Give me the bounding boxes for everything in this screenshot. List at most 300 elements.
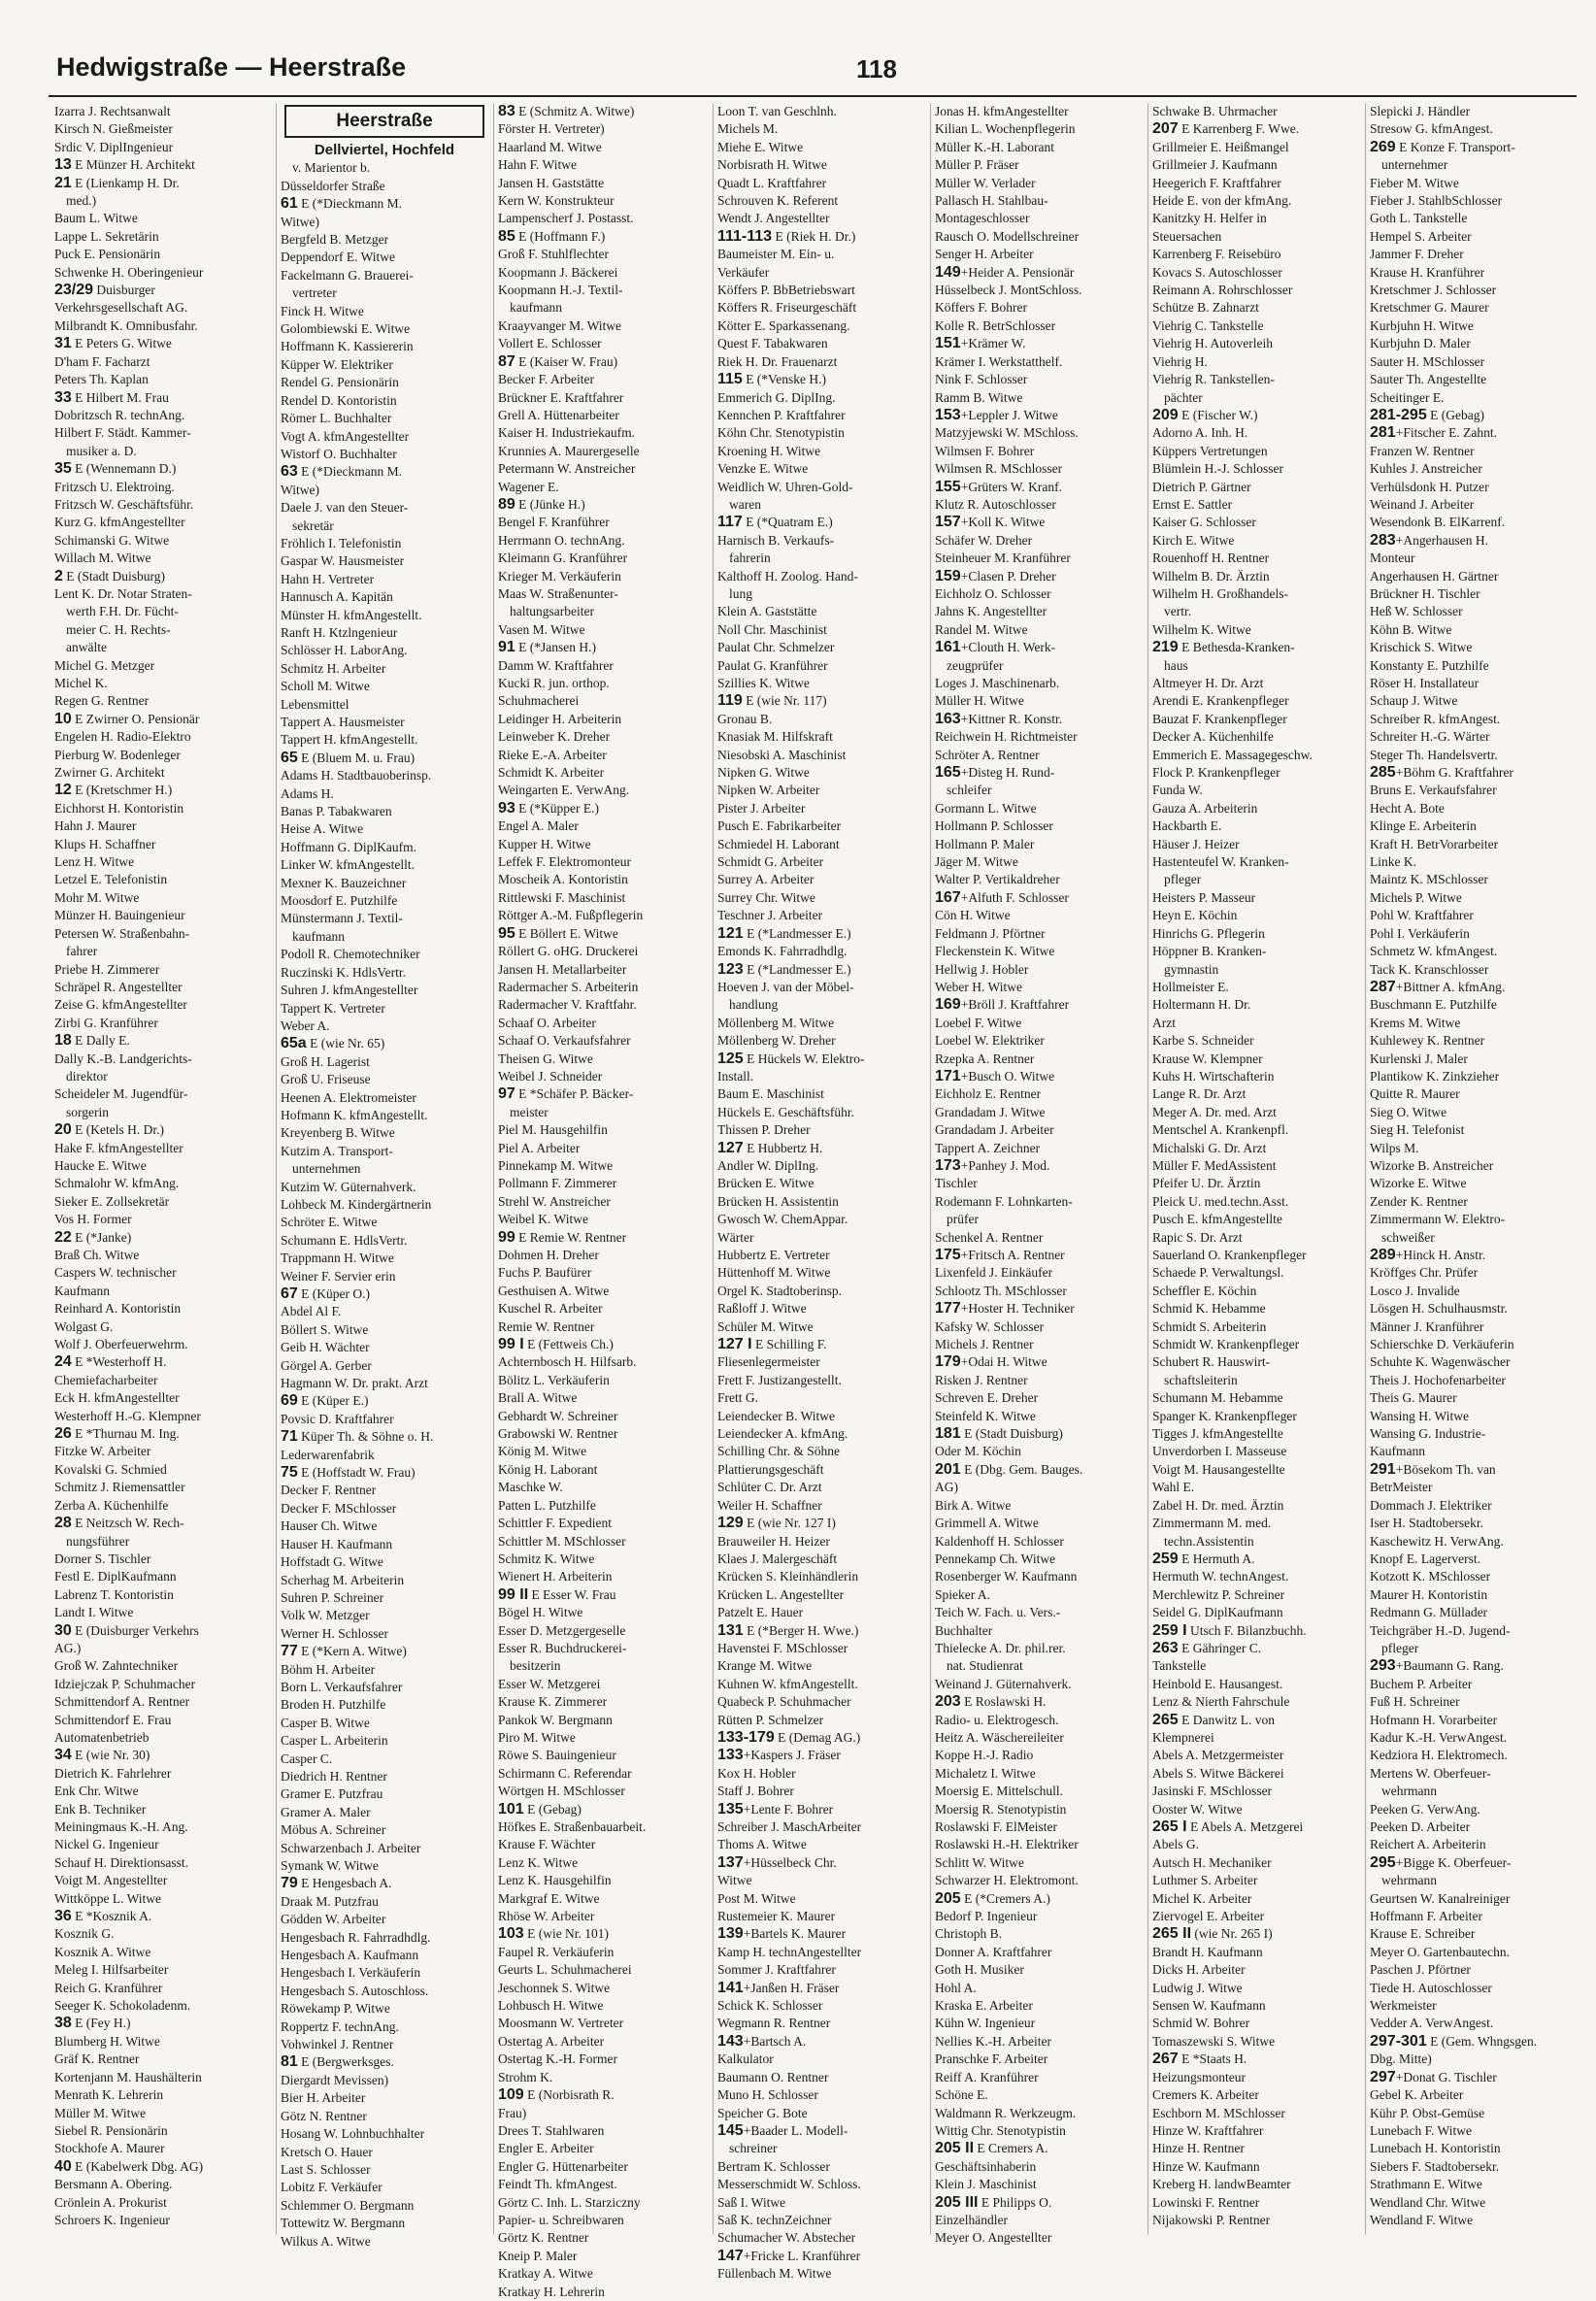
- directory-entry: Schröter E. Witwe: [281, 1215, 378, 1230]
- directory-entry: Spanger K. Krankenpfleger: [1152, 1408, 1297, 1423]
- directory-entry: Strathmann E. Witwe: [1370, 2177, 1482, 2192]
- directory-entry: Blümlein H.-J. Schlosser: [1152, 461, 1283, 477]
- directory-entry: Esser D. Metzgergeselle: [498, 1622, 626, 1638]
- directory-entry: Lederwarenfabrik: [281, 1447, 375, 1462]
- directory-entry: 167+Alfuth F. Schlosser: [935, 888, 1069, 906]
- directory-entry: 267 E *Staats H.: [1152, 2051, 1247, 2068]
- directory-entry: Koopmann H.-J. Textil-: [498, 283, 623, 298]
- directory-entry: Meyer O. Gartenbautechn.: [1370, 1944, 1510, 1959]
- directory-entry: Lenz K. Witwe: [498, 1854, 579, 1870]
- directory-entry: Pister J. Arbeiter: [717, 800, 806, 816]
- directory-entry: Krause H. Kranführer: [1370, 264, 1485, 280]
- directory-entry: schweißer: [1381, 1229, 1435, 1245]
- directory-entry: Casper C.: [281, 1751, 333, 1766]
- directory-entry: 139+Bartels K. Maurer: [717, 1925, 847, 1943]
- directory-entry: 203 E Roslawski H.: [935, 1693, 1047, 1711]
- directory-entry: Izarra J. Rechtsanwalt: [54, 104, 171, 118]
- directory-entry: Kalkulator: [717, 2051, 774, 2067]
- directory-entry: Baum L. Witwe: [54, 211, 138, 226]
- directory-entry: vertreter: [292, 285, 337, 301]
- directory-entry: Krischick S. Witwe: [1370, 640, 1473, 655]
- directory-entry: Schubert R. Hauswirt-: [1152, 1354, 1271, 1370]
- directory-entry: Müller K.-H. Laborant: [935, 139, 1054, 154]
- directory-entry: Heyn E. Köchin: [1152, 908, 1238, 923]
- directory-entry: musiker a. D.: [66, 443, 137, 458]
- directory-entry: Hinze H. Rentner: [1152, 2141, 1245, 2156]
- directory-entry: Autsch H. Mechaniker: [1152, 1854, 1272, 1870]
- directory-entry: Frett G.: [717, 1390, 758, 1406]
- directory-entry: Hahn J. Maurer: [54, 818, 137, 834]
- directory-entry: 28 E Neitzsch W. Rech-: [54, 1515, 184, 1532]
- directory-entry: Dohmen H. Dreher: [498, 1248, 599, 1262]
- directory-entry: Dally K.-B. Landgerichts-: [54, 1050, 192, 1066]
- directory-entry: 201 E (Dbg. Gem. Bauges.: [935, 1460, 1083, 1478]
- directory-entry: 205 E (*Cremers A.): [935, 1889, 1050, 1907]
- directory-entry: Casper B. Witwe: [281, 1715, 370, 1730]
- directory-entry: handlung: [729, 997, 779, 1013]
- directory-entry: 263 E Gähringer C.: [1152, 1639, 1262, 1656]
- directory-entry: Sauerland O. Krankenpfleger: [1152, 1248, 1307, 1262]
- directory-entry: Patten L. Putzhilfe: [498, 1497, 596, 1513]
- directory-entry: Kühr P. Obst-Gemüse: [1370, 2105, 1485, 2120]
- directory-entry: Eck H. kfmAngestellter: [54, 1390, 180, 1406]
- directory-entry: Kaufmann: [1370, 1444, 1425, 1459]
- directory-entry: Heenen A. Elektromeister: [281, 1089, 416, 1105]
- directory-entry: fahrerin: [729, 550, 771, 566]
- directory-entry: Hoeven J. van der Möbel-: [717, 979, 854, 994]
- directory-entry: Eschborn M. MSchlosser: [1152, 2105, 1285, 2120]
- directory-entry: Wilmsen F. Bohrer: [935, 443, 1035, 458]
- directory-entry: Patzelt E. Hauer: [717, 1605, 804, 1620]
- directory-entry: 99 II E Esser W. Frau: [498, 1585, 616, 1603]
- directory-entry: Weiner F. Servier erin: [281, 1268, 396, 1284]
- directory-entry: Schrouven K. Referent: [717, 193, 839, 209]
- directory-entry: Gebel K. Arbeiter: [1370, 2087, 1464, 2103]
- directory-entry: Kafsky W. Schlosser: [935, 1318, 1045, 1334]
- directory-entry: Blumberg H. Witwe: [54, 2033, 160, 2049]
- directory-entry: Radio- u. Elektrogesch.: [935, 1712, 1059, 1727]
- directory-entry: Quest F. Tabakwaren: [717, 336, 828, 351]
- directory-entry: Niesobski A. Maschinist: [717, 747, 847, 762]
- directory-entry: König H. Laborant: [498, 1461, 598, 1477]
- directory-entry: Steuersachen: [1152, 228, 1222, 244]
- directory-entry: Wendland Chr. Witwe: [1370, 2194, 1486, 2210]
- directory-entry: Petermann W. Anstreicher: [498, 461, 636, 477]
- directory-entry: Heitz A. Wäschereileiter: [935, 1729, 1064, 1745]
- directory-entry: Kosznik A. Witwe: [54, 1944, 151, 1959]
- directory-entry: Hoffmann K. Kassiererin: [281, 339, 414, 354]
- directory-entry: Kuhlewey K. Rentner: [1370, 1033, 1485, 1049]
- directory-entry: Hastenteufel W. Kranken-: [1152, 854, 1289, 870]
- directory-entry: 89 E (Jünke H.): [498, 495, 585, 513]
- directory-entry: Lebensmittel: [281, 696, 349, 712]
- directory-entry: Schuhmacherei: [498, 693, 580, 709]
- directory-entry: Montageschlosser: [935, 211, 1030, 226]
- directory-entry: Dietrich K. Fahrlehrer: [54, 1765, 172, 1781]
- directory-entry: Zirbi G. Kranführer: [54, 1015, 158, 1030]
- directory-entry: sekretär: [292, 517, 334, 533]
- directory-entry: Frau): [498, 2105, 527, 2120]
- directory-entry: Dicks H. Arbeiter: [1152, 1962, 1246, 1978]
- directory-entry: Draak M. Putzfrau: [281, 1893, 379, 1909]
- directory-entry: Paulat Chr. Schmelzer: [717, 640, 835, 655]
- directory-entry: Tottewitz W. Bergmann: [281, 2216, 406, 2231]
- directory-entry: Kraft H. BetrVorarbeiter: [1370, 836, 1499, 851]
- directory-entry: Bedorf P. Ingenieur: [935, 1909, 1038, 1924]
- directory-entry: Pallasch H. Stahlbau-: [935, 193, 1048, 209]
- directory-entry: Hauser Ch. Witwe: [281, 1518, 378, 1534]
- directory-entry: Festl E. DiplKaufmann: [54, 1569, 177, 1584]
- directory-entry: pfleger: [1381, 1640, 1419, 1655]
- directory-entry: Engel A. Maler: [498, 818, 579, 834]
- directory-entry: Meyer O. Angestellter: [935, 2230, 1052, 2246]
- directory-entry: 61 E (*Dieckmann M.: [281, 195, 403, 213]
- directory-entry: 281-295 E (Gebag): [1370, 406, 1484, 423]
- directory-entry: Rzepka A. Rentner: [935, 1050, 1035, 1066]
- directory-entry: Groß H. Lagerist: [281, 1053, 370, 1069]
- directory-entry: Hellwig J. Hobler: [935, 961, 1029, 977]
- directory-entry: Wagener E.: [498, 479, 559, 494]
- directory-entry: Steinfeld K. Witwe: [935, 1408, 1036, 1423]
- directory-entry: Schaaf O. Arbeiter: [498, 1015, 596, 1030]
- directory-entry: 69 E (Küper E.): [281, 1392, 369, 1410]
- directory-entry: Schlösser H. LaborAng.: [281, 643, 408, 658]
- directory-entry: Müller F. MedAssistent: [1152, 1157, 1277, 1173]
- directory-entry: Papier- u. Schreibwaren: [498, 2212, 624, 2227]
- directory-entry: Casper L. Arbeiterin: [281, 1733, 388, 1749]
- directory-entry: Münstermann J. Textil-: [281, 911, 403, 926]
- directory-entry: Höppner B. Kranken-: [1152, 944, 1267, 959]
- directory-entry: Arendi E. Krankenpfleger: [1152, 693, 1289, 709]
- directory-entry: Görtz K. Rentner: [498, 2230, 589, 2246]
- directory-entry: 12 E (Kretschmer H.): [54, 782, 173, 799]
- directory-entry: Voigt M. Angestellter: [54, 1873, 168, 1888]
- directory-entry: Scheitinger E.: [1370, 389, 1445, 405]
- directory-entry: Viehrig H. Autoverleih: [1152, 336, 1274, 351]
- directory-entry: Kötter E. Sparkassenang.: [717, 317, 850, 333]
- directory-entry: Fliesenlegermeister: [717, 1354, 820, 1370]
- directory-entry: Schaup J. Witwe: [1370, 693, 1458, 709]
- directory-entry: Verkehrsgesellschaft AG.: [54, 300, 188, 316]
- directory-entry: 285+Böhm G. Kraftfahrer: [1370, 764, 1513, 782]
- directory-entry: Schwake B. Uhrmacher: [1152, 104, 1278, 118]
- directory-entry: Norbisrath H. Witwe: [717, 157, 827, 173]
- directory-entry: Plantikow K. Zinkzieher: [1370, 1068, 1500, 1084]
- directory-entry: 30 E (Duisburger Verkehrs: [54, 1621, 199, 1639]
- column: [1365, 103, 1578, 2235]
- directory-entry: Konstanty E. Putzhilfe: [1370, 657, 1489, 673]
- directory-entry: Kirsch N. Gießmeister: [54, 121, 173, 137]
- directory-entry: werth F.H. Dr. Fücht-: [66, 604, 179, 619]
- directory-entry: Kutzim W. Güternahverk.: [281, 1179, 416, 1194]
- directory-entry: Surrey A. Arbeiter: [717, 872, 815, 887]
- directory-entry: Karrenberg F. Reisebüro: [1152, 247, 1281, 262]
- directory-entry: Nijakowski P. Rentner: [1152, 2212, 1271, 2227]
- directory-entry: Müller P. Fräser: [935, 157, 1019, 173]
- directory-entry: 207 E Karrenberg F. Wwe.: [1152, 120, 1300, 138]
- directory-entry: Zerba A. Küchenhilfe: [54, 1497, 169, 1513]
- directory-entry: Hake F. kfmAngestellter: [54, 1140, 183, 1155]
- directory-entry: D'ham F. Facharzt: [54, 353, 150, 369]
- directory-entry: Tiede H. Autoschlosser: [1370, 1980, 1492, 1995]
- directory-entry: Wesendonk B. ElKarrenf.: [1370, 515, 1506, 530]
- directory-entry: Kuhnen W. kfmAngestellt.: [717, 1676, 858, 1691]
- directory-entry: Hecht A. Bote: [1370, 800, 1445, 816]
- directory-entry: Vedder A. VerwAngest.: [1370, 2016, 1494, 2031]
- directory-entry: Fritzsch W. Geschäftsführ.: [54, 496, 194, 512]
- directory-entry: Flock P. Krankenpfleger: [1152, 765, 1280, 781]
- directory-entry: Michel K.: [54, 676, 108, 690]
- directory-entry: Engler E. Arbeiter: [498, 2141, 594, 2156]
- column: [276, 103, 488, 2249]
- directory-entry: Schmid W. Bohrer: [1152, 2016, 1250, 2031]
- directory-entry: Wärter: [717, 1229, 754, 1245]
- directory-entry: 91 E (*Jansen H.): [498, 639, 597, 656]
- directory-entry: Noll Chr. Maschinist: [717, 621, 827, 637]
- directory-entry: 97 E *Schäfer P. Bäcker-: [498, 1085, 634, 1103]
- directory-entry: Priebe H. Zimmerer: [54, 961, 160, 977]
- directory-entry: Speicher G. Bote: [717, 2105, 808, 2120]
- directory-entry: Krause K. Zimmerer: [498, 1694, 608, 1710]
- directory-entry: Abels A. Metzgermeister: [1152, 1748, 1284, 1763]
- directory-entry: Reichert A. Arbeiterin: [1370, 1837, 1486, 1852]
- directory-entry: Schöne E.: [935, 2087, 988, 2103]
- directory-entry: Maas W. Straßenunter-: [498, 585, 618, 601]
- directory-entry: Moersig R. Stenotypistin: [935, 1801, 1067, 1817]
- directory-entry: 171+Busch O. Witwe: [935, 1067, 1055, 1084]
- street-title-box: Heerstraße: [284, 105, 484, 138]
- directory-entry: Thielecke A. Dr. phil.rer.: [935, 1640, 1066, 1655]
- directory-entry: Hilbert F. Städt. Kammer-: [54, 425, 191, 441]
- directory-entry: Müller W. Verlader: [935, 175, 1036, 190]
- directory-entry: Nickel G. Ingenieur: [54, 1837, 159, 1852]
- directory-entry: schaftsleiterin: [1164, 1372, 1238, 1387]
- directory-entry: 133-179 E (Demag AG.): [717, 1728, 861, 1746]
- directory-entry: Nipken W. Arbeiter: [717, 783, 820, 798]
- directory-entry: Scherhag M. Arbeiterin: [281, 1572, 405, 1587]
- directory-entry: Schmid K. Hebamme: [1152, 1301, 1266, 1317]
- directory-entry: Kurbjuhn D. Maler: [1370, 336, 1471, 351]
- directory-entry: Michels M.: [717, 121, 779, 137]
- directory-entry: Install.: [717, 1068, 754, 1084]
- directory-entry: Sieg H. Telefonist: [1370, 1122, 1465, 1138]
- directory-entry: Kneip P. Maler: [498, 2248, 578, 2263]
- directory-entry: Gormann L. Witwe: [935, 800, 1037, 816]
- directory-entry: Schmitz K. Witwe: [498, 1551, 595, 1566]
- directory-entry: Kosznik G.: [54, 1926, 115, 1942]
- directory-entry: Michel G. Metzger: [54, 657, 155, 673]
- directory-entry: Hoffmann F. Arbeiter: [1370, 1909, 1483, 1924]
- directory-entry: Grillmeier J. Kaufmann: [1152, 157, 1278, 173]
- directory-entry: Lunebach H. Kontoristin: [1370, 2141, 1501, 2156]
- directory-entry: Thissen P. Dreher: [717, 1122, 811, 1138]
- directory-entry: Wizorke E. Witwe: [1370, 1176, 1467, 1191]
- directory-entry: Förster H. Vertreter): [498, 121, 605, 137]
- directory-entry: Gwosch W. ChemAppar.: [717, 1212, 848, 1227]
- directory-entry: Höfkes E. Straßenbauarbeit.: [498, 1819, 647, 1834]
- directory-entry: sorgerin: [66, 1104, 109, 1119]
- directory-entry: Abels S. Witwe Bäckerei: [1152, 1765, 1284, 1781]
- directory-entry: Rustemeier K. Maurer: [717, 1909, 836, 1924]
- directory-entry: Ruczinski K. HdlsVertr.: [281, 964, 406, 980]
- directory-entry: Fitzke W. Arbeiter: [54, 1444, 151, 1459]
- directory-entry: Emmerich E. Massagegeschw.: [1152, 747, 1313, 762]
- directory-entry: Böhm H. Arbeiter: [281, 1661, 376, 1677]
- directory-entry: Seeger K. Schokoladenm.: [54, 1998, 191, 2014]
- directory-entry: Tischler: [935, 1176, 978, 1191]
- directory-entry: 117 E (*Quatram E.): [717, 514, 833, 531]
- directory-entry: 145+Baader L. Modell-: [717, 2121, 848, 2139]
- directory-entry: 205 II E Cremers A.: [935, 2140, 1048, 2157]
- directory-entry: Ranft H. Ktzlngenieur: [281, 624, 398, 640]
- directory-entry: Muno H. Schlosser: [717, 2087, 818, 2103]
- directory-entry: Schirmann C. Referendar: [498, 1765, 632, 1781]
- directory-entry: Bersmann A. Obering.: [54, 2177, 173, 2192]
- directory-entry: kaufmann: [510, 300, 562, 316]
- directory-entry: 87 E (Kaiser W. Frau): [498, 352, 618, 370]
- directory-entry: Schräpel R. Angestellter: [54, 979, 183, 994]
- directory-entry: Engelen H. Radio-Elektro: [54, 729, 191, 745]
- directory-entry: Mertens W. Oberfeuer-: [1370, 1765, 1491, 1781]
- directory-entry: Reiff A. Kranführer: [935, 2069, 1039, 2084]
- directory-entry: Brückner E. Kraftfahrer: [498, 389, 624, 405]
- directory-entry: Schmalohr W. kfmAng.: [54, 1176, 180, 1191]
- directory-entry: 83 E (Schmitz A. Witwe): [498, 103, 635, 119]
- directory-entry: 20 E (Ketels H. Dr.): [54, 1121, 165, 1139]
- directory-entry: Lunebach F. Witwe: [1370, 2122, 1472, 2138]
- directory-entry: Hückels E. Geschäftsführ.: [717, 1104, 854, 1119]
- directory-entry: Grimmell A. Witwe: [935, 1516, 1039, 1531]
- directory-entry: Baumann O. Rentner: [717, 2069, 829, 2084]
- directory-entry: Ooster W. Witwe: [1152, 1801, 1243, 1817]
- directory-entry: Hengesbach S. Autoschloss.: [281, 1983, 429, 1998]
- directory-entry: Hüttenhoff M. Witwe: [717, 1265, 831, 1281]
- directory-entry: Lampenscherf J. Postasst.: [498, 211, 634, 226]
- directory-entry: Röllert G. oHG. Druckerei: [498, 944, 639, 959]
- directory-entry: 129 E (wie Nr. 127 I): [717, 1515, 836, 1532]
- directory-entry: Reich G. Kranführer: [54, 1980, 163, 1995]
- directory-entry: Tappert K. Vertreter: [281, 1000, 385, 1016]
- directory-entry: Hengesbach A. Kaufmann: [281, 1948, 419, 1963]
- directory-entry: Werner H. Schlosser: [281, 1625, 389, 1641]
- directory-entry: Haucke E. Witwe: [54, 1157, 147, 1173]
- directory-entry: Witwe): [281, 482, 319, 497]
- directory-entry: Linke K.: [1370, 854, 1416, 870]
- directory-entry: Maschke W.: [498, 1480, 563, 1495]
- directory-entry: Wilmsen R. MSchlosser: [935, 461, 1063, 477]
- directory-entry: Theisen G. Witwe: [498, 1050, 593, 1066]
- directory-entry: Schmittendorf E. Frau: [54, 1712, 172, 1727]
- directory-entry: Köffers F. Bohrer: [935, 300, 1028, 316]
- directory-entry: 295+Bigge K. Oberfeuer-: [1370, 1853, 1512, 1871]
- directory-entry: Krause F. Wächter: [498, 1837, 596, 1852]
- directory-entry: Schmidt S. Arbeiterin: [1152, 1318, 1267, 1334]
- directory-entry: Arzt: [1152, 1015, 1176, 1030]
- directory-entry: 283+Angerhausen H.: [1370, 531, 1489, 549]
- directory-entry: Szillies K. Witwe: [717, 676, 810, 690]
- directory-entry: 85 E (Hoffmann F.): [498, 227, 606, 245]
- directory-entry: Kovalski G. Schmied: [54, 1461, 167, 1477]
- directory-entry: 26 E *Thurnau M. Ing.: [54, 1425, 180, 1443]
- directory-entry: Podoll R. Chemotechniker: [281, 947, 420, 962]
- directory-entry: Hempel S. Arbeiter: [1370, 228, 1472, 244]
- directory-entry: Redmann G. Müllader: [1370, 1605, 1488, 1620]
- directory-entry: Zwirner G. Architekt: [54, 765, 165, 781]
- directory-entry: Koopmann J. Bäckerei: [498, 264, 618, 280]
- directory-entry: 125 E Hückels W. Elektro-: [717, 1050, 865, 1067]
- directory-entry: Leiendecker A. kfmAng.: [717, 1426, 848, 1442]
- directory-entry: Klutz R. Autoschlosser: [935, 496, 1056, 512]
- directory-entry: Schmidt W. Krankenpfleger: [1152, 1337, 1300, 1352]
- directory-entry: 101 E (Gebag): [498, 1800, 582, 1817]
- directory-entry: Unverdorben I. Masseuse: [1152, 1444, 1287, 1459]
- directory-entry: Tomaszewski S. Witwe: [1152, 2033, 1276, 2049]
- directory-entry: Grabowski W. Rentner: [498, 1426, 618, 1442]
- directory-entry: Matzyjewski W. MSchloss.: [935, 425, 1079, 441]
- directory-entry: Stockhofe A. Maurer: [54, 2141, 165, 2156]
- directory-entry: Wolf J. Oberfeuerwehrm.: [54, 1337, 188, 1352]
- directory-entry: 259 I Utsch F. Bilanzbuchh.: [1152, 1621, 1307, 1639]
- directory-entry: wehrmann: [1381, 1784, 1437, 1799]
- directory-entry: Schwarzer H. Elektromont.: [935, 1873, 1079, 1888]
- directory-entry: Decker F. MSchlosser: [281, 1500, 397, 1516]
- directory-entry: Siebers F. Stadtobersekr.: [1370, 2158, 1500, 2174]
- directory-entry: Steinheuer M. Kranführer: [935, 550, 1071, 566]
- directory-entry: Füllenbach M. Witwe: [717, 2266, 832, 2282]
- directory-entry: Funda W.: [1152, 783, 1203, 798]
- directory-entry: Bruns E. Verkaufsfahrer: [1370, 783, 1497, 798]
- directory-entry: Hosang W. Lohnbuchhalter: [281, 2126, 425, 2142]
- directory-entry: Kamp H. technAngestellter: [717, 1944, 862, 1959]
- directory-entry: 18 E Dally E.: [54, 1032, 130, 1050]
- directory-entry: Lohbeck M. Kindergärtnerin: [281, 1196, 432, 1212]
- directory-entry: Rieke E.-A. Arbeiter: [498, 747, 607, 762]
- directory-entry: Groß F. Stuhlflechter: [498, 247, 610, 262]
- directory-entry: Weber A.: [281, 1017, 330, 1033]
- directory-entry: Viehrig C. Tankstelle: [1152, 317, 1264, 333]
- directory-entry: Klempnerei: [1152, 1729, 1214, 1745]
- directory-entry: Kretschmer G. Maurer: [1370, 300, 1489, 316]
- directory-entry: Paschen J. Pförtner: [1370, 1962, 1471, 1978]
- directory-entry: anwälte: [66, 640, 107, 655]
- directory-entry: Losco J. Invalide: [1370, 1283, 1460, 1298]
- directory-entry: Groß U. Friseuse: [281, 1072, 371, 1087]
- directory-entry: Kaufmann: [54, 1283, 110, 1298]
- directory-entry: Kaldenhoff H. Schlosser: [935, 1533, 1064, 1549]
- directory-entry: Raßloff J. Witwe: [717, 1301, 807, 1317]
- directory-entry: Klaes J. Malergeschäft: [717, 1551, 838, 1566]
- directory-entry: Diergardt Mevissen): [281, 2072, 389, 2087]
- directory-entry: Wolgast G.: [54, 1318, 114, 1334]
- directory-entry: Labrenz T. Kontoristin: [54, 1586, 174, 1602]
- directory-entry: Kreyenberg B. Witwe: [281, 1125, 395, 1141]
- directory-entry: v. Marientor b.: [292, 160, 371, 176]
- directory-entry: Haarland M. Witwe: [498, 139, 602, 154]
- directory-entry: Messerschmidt W. Schloss.: [717, 2177, 861, 2192]
- directory-entry: Grell A. Hüttenarbeiter: [498, 407, 619, 422]
- directory-entry: Teichgräber H.-D. Jugend-: [1370, 1622, 1511, 1638]
- directory-entry: Hermuth W. technAngest.: [1152, 1569, 1289, 1584]
- directory-entry: Holtermann H. Dr.: [1152, 997, 1251, 1013]
- directory-entry: 75 E (Hoffstadt W. Frau): [281, 1464, 416, 1482]
- directory-entry: Häuser J. Heizer: [1152, 836, 1240, 851]
- directory-entry: Roslawski F. ElMeister: [935, 1819, 1058, 1834]
- directory-entry: 99 E Remie W. Rentner: [498, 1228, 627, 1246]
- directory-entry: 157+Koll K. Witwe: [935, 514, 1046, 531]
- directory-entry: Achternbosch H. Hilfsarb.: [498, 1354, 637, 1370]
- directory-entry: Emmerich G. DiplIng.: [717, 389, 836, 405]
- directory-entry: Cön H. Witwe: [935, 908, 1011, 923]
